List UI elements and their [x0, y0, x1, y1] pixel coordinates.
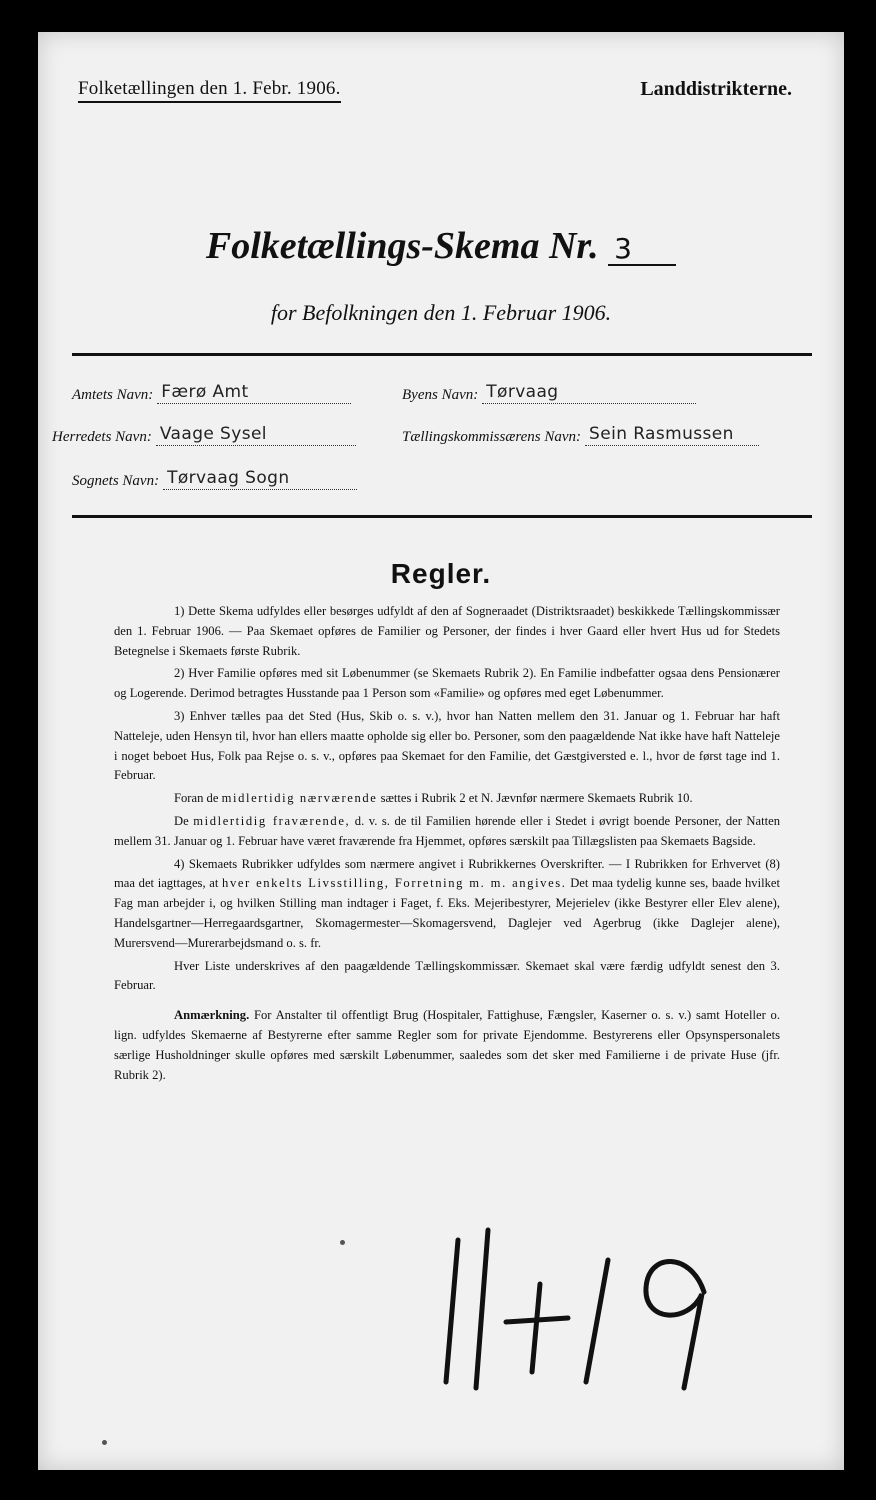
rule-3c-pre: De — [174, 813, 189, 828]
rule-3c-emphasis: midlertidig fraværende, — [193, 813, 351, 828]
rule-4-pre: 4) Skemaets Rubrikker udfyldes som nærmere angivet i Rubrikkernes Overskrifter. — I Rubrikken for Erhvervet (8) maa det iagttages, at — [114, 856, 780, 891]
form-subtitle: for Befolkningen den 1. Februar 1906. — [270, 300, 612, 325]
rule-3-temporary-present — [114, 789, 780, 809]
rule-3: 3) Enhver tælles paa det Sted (Hus, Skib o. s. v.), hvor han Natten mellem den 31. Januar og 1. Februar har haft Natteleje, uden Hensyn til, hvor han ellers maatte opholde sig eller bo. Personer, som den paagældende Nat ikke have haft Natteleje i noget beboet Hus, Folk paa Rejse o. s. v., opføres paa Skemaet for den Familie, det Gæstgiversted e. l., hvor de først tage ind 1. Februar. — [114, 708, 780, 783]
sogn-field — [72, 468, 357, 490]
annotation-label: Anmærkning. — [174, 1008, 250, 1023]
ink-speck — [102, 1440, 107, 1445]
header-divider-top — [72, 353, 812, 356]
rule-2: 2) Hver Familie opføres med sit Løbenummer (se Skemaets Rubrik 2). En Familie indbefatter ogsaa dens Pensionærer og Logerende. Derimod betragtes Husstande paa 1 Person som «Familie» og opføres med eget Løbenummer. — [114, 666, 780, 701]
kommissaer-label: Tællingskommissærens Navn: — [402, 429, 582, 445]
census-form-page — [38, 32, 844, 1470]
ink-speck — [340, 1240, 345, 1245]
amt-value: Færø Amt — [157, 382, 351, 404]
by-label: Byens Navn: — [402, 387, 479, 403]
rule-3b-post: sættes i Rubrik 2 et N. Jævnfør nærmere Skemaets Rubrik 10. — [380, 791, 693, 806]
rule-3b-emphasis: midlertidig nærværende — [221, 791, 378, 806]
herred-field — [52, 424, 356, 446]
herred-label: Herredets Navn: — [52, 429, 152, 445]
amt-label: Amtets Navn: — [72, 387, 154, 403]
handwritten-number-note — [436, 1222, 736, 1392]
kommissaer-value: Sein Rasmussen — [585, 424, 759, 446]
rule-4-post: Det maa tydelig kunne ses, baade hvilket Fag man arbejder i, og hvilken Stilling man indtager i Faget, f. Eks. Mejeribestyrer, Mejerielev (ikke Bestyrer eller Elev alene), Handelsgartner—Herregaardsgartner, Skomagermester—Skomagersvend, Daglejer ved Agerbrug (ikke Daglejer alene), Murersvend—Murerarbejdsmand o. s. fr. — [114, 876, 780, 950]
rule-3-temporary-absent — [114, 812, 780, 852]
herred-value: Vaage Sysel — [156, 424, 356, 446]
form-title-text: Folketællings-Skema Nr. — [205, 225, 599, 267]
annotation-text: For Anstalter til offentligt Brug (Hospitaler, Fattighuse, Fængsler, Kaserner o. s. v.) samt Hoteller o. lign. udfyldes Skemaerne af Bestyrerne efter samme Regler som for private Ejendomme. Bestyrerens eller Opsynspersonalets særlige Husholdninger skulle opføres med særskilt Løbenummer, saaledes som det sker med Familierne i de private Huse (jfr. Rubrik 2). — [114, 1008, 780, 1082]
rule-4-emphasis: hver enkelts Livsstilling, Forretning m. m. angives. — [222, 876, 567, 891]
form-title — [38, 224, 844, 268]
rules-body — [114, 602, 780, 1088]
rule-1: 1) Dette Skema udfyldes eller besørges udfyldt af den af Sogneraadet (Distriktsraadet) beskikkede Tællingskommissær den 1. Februar 1906. — Paa Skemaet opføres de Familier og Personer, der findes i hver Gaard eller hvert Hus ud for Stedets Betegnelse i Skemaets første Rubrik. — [114, 604, 780, 658]
by-field — [402, 382, 696, 404]
rules-heading: Regler. — [390, 558, 492, 589]
rule-3b-pre: Foran de — [174, 791, 219, 806]
census-header: Folketællingen den 1. Febr. 1906. — [78, 78, 341, 103]
header-divider-bottom — [72, 515, 812, 518]
kommissaer-field — [402, 424, 759, 446]
amt-field — [72, 382, 351, 404]
rule-3c-post: d. v. s. de til Familien hørende eller i Stedet i øvrigt boende Personer, der Natten mellem 31. Januar og 1. Februar have været fraværende fra Hjemmet, opføres særskilt paa Tillægslisten paa Skemaets Bagside. — [114, 813, 780, 848]
annotation-note — [114, 1006, 780, 1085]
rule-4 — [114, 855, 780, 954]
rule-4-signature: Hver Liste underskrives af den paagældende Tællingskommissær. Skemaet skal være færdig udfyldt senest den 3. Februar. — [114, 958, 780, 993]
by-value: Tørvaag — [482, 382, 696, 404]
form-number-field: 3 — [608, 234, 676, 266]
sogn-label: Sognets Navn: — [72, 473, 160, 489]
sogn-value: Tørvaag Sogn — [163, 468, 357, 490]
district-type-label: Landdistrikterne. — [640, 78, 792, 100]
